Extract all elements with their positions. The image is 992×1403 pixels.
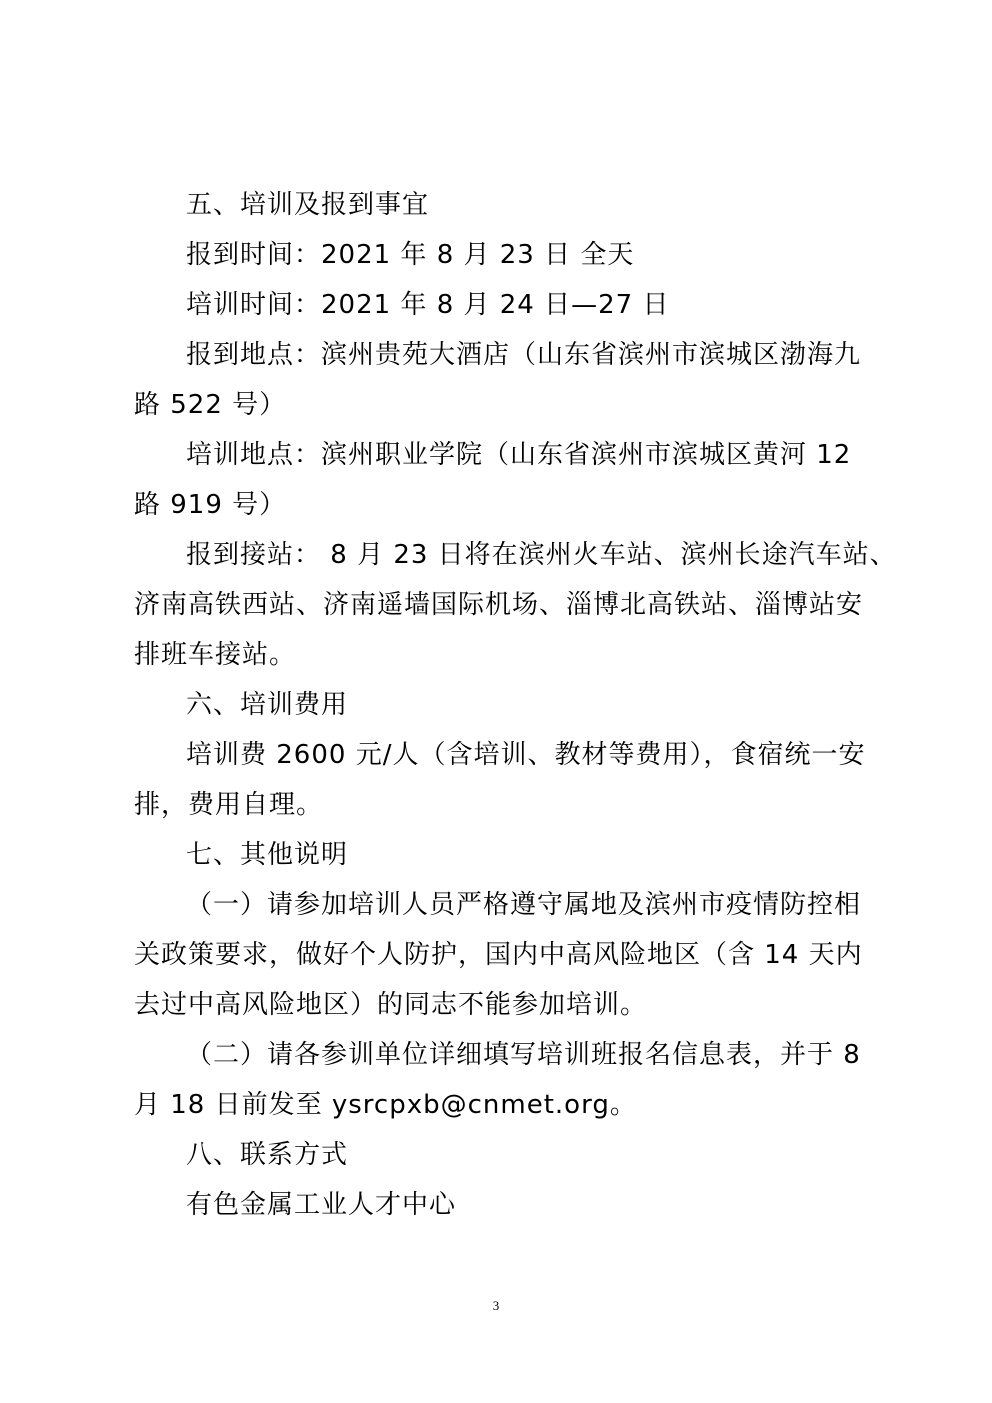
page-number: 3 — [492, 1298, 500, 1313]
line-text: 七、其他说明 — [186, 840, 349, 870]
line-text: 报到接站： 8 月 23 日将在滨州火车站、滨州长途汽车站、 — [186, 540, 897, 570]
line-text: 五、培训及报到事宜 — [186, 190, 430, 220]
line-text: 培训费 2600 元/人（含培训、教材等费用），食宿统一安 — [186, 740, 866, 770]
note-one-continued — [0, 930, 992, 980]
station-pickup-end — [0, 630, 992, 680]
line-text: 培训地点：滨州职业学院（山东省滨州市滨城区黄河 12 — [186, 440, 852, 470]
line-text: 报到时间：2021 年 8 月 23 日 全天 — [186, 240, 635, 270]
training-location — [0, 430, 992, 480]
line-text: 六、培训费用 — [186, 690, 349, 720]
section-heading-other-notes — [0, 830, 992, 880]
section-heading-training-registration — [0, 180, 992, 230]
note-two — [0, 1030, 992, 1080]
line-text: 报到地点：滨州贵苑大酒店（山东省滨州市滨城区渤海九 — [186, 340, 862, 370]
line-text: 培训时间：2021 年 8 月 24 日—27 日 — [186, 290, 670, 320]
line-text: 济南高铁西站、济南遥墙国际机场、淄博北高铁站、淄博站安 — [134, 590, 864, 620]
registration-location — [0, 330, 992, 380]
line-text: 去过中高风险地区）的同志不能参加培训。 — [134, 990, 648, 1020]
line-text: 八、联系方式 — [186, 1140, 349, 1170]
training-location-continued — [0, 480, 992, 530]
station-pickup-continued — [0, 580, 992, 630]
line-text: 有色金属工业人才中心 — [186, 1190, 457, 1220]
line-text: 路 919 号） — [134, 490, 287, 520]
training-time — [0, 280, 992, 330]
line-text: 月 18 日前发至 ysrcpxb@cnmet.org。 — [134, 1090, 637, 1120]
line-text: 路 522 号） — [134, 390, 287, 420]
note-one-end — [0, 980, 992, 1030]
line-text: （二）请各参训单位详细填写培训班报名信息表，并于 8 — [186, 1040, 861, 1070]
line-text: （一）请参加培训人员严格遵守属地及滨州市疫情防控相 — [186, 890, 862, 920]
registration-time — [0, 230, 992, 280]
line-text: 排，费用自理。 — [134, 790, 324, 820]
section-heading-training-fee — [0, 680, 992, 730]
note-two-continued — [0, 1080, 992, 1130]
line-text: 排班车接站。 — [134, 640, 297, 670]
contact-organization — [0, 1180, 992, 1230]
training-fee-continued — [0, 780, 992, 830]
training-fee — [0, 730, 992, 780]
note-one — [0, 880, 992, 930]
line-text: 关政策要求，做好个人防护，国内中高风险地区（含 14 天内 — [134, 940, 863, 970]
section-heading-contact — [0, 1130, 992, 1180]
station-pickup — [0, 530, 992, 580]
registration-location-continued — [0, 380, 992, 430]
